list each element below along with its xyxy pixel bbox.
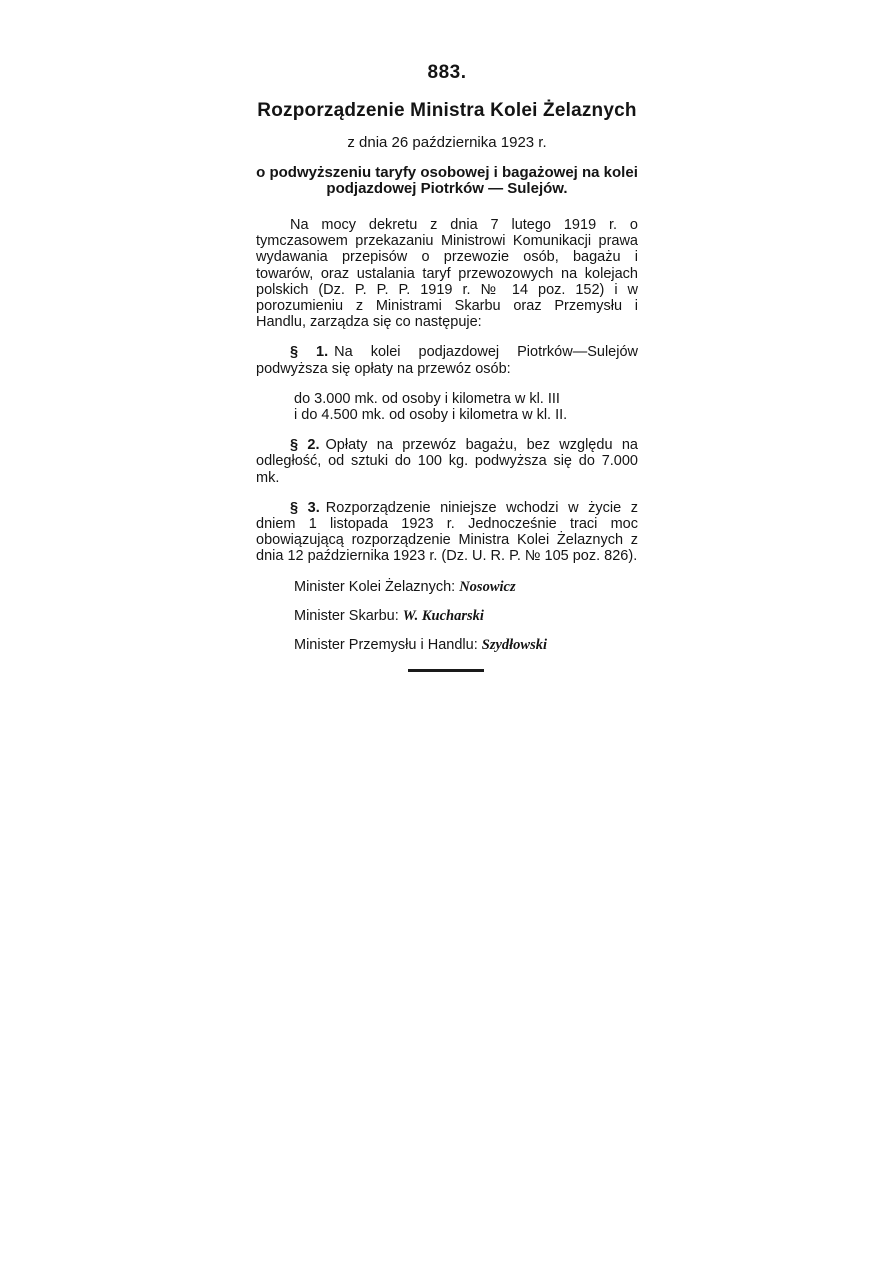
signature-name: Szydłowski (481, 636, 548, 653)
section-2-text: Opłaty na przewóz bagażu, bez względu na odległość, od sztuki do 100 kg. podwyższa się do 7.000 mk. (256, 437, 638, 486)
rate-class-2: i do 4.500 mk. od osoby i kilometra w kl. II. (294, 407, 568, 424)
signature-industry-minister (294, 637, 638, 654)
section-1 (256, 344, 638, 376)
signature-treasury-minister (294, 608, 638, 625)
page-number: 883. (427, 62, 467, 83)
signature-role: Minister Kolei Żelaznych: (294, 578, 456, 595)
section-2 (256, 437, 638, 486)
document-subject: o podwyższeniu taryfy osobowej i bagażowej na kolei podjazdowej Piotrków — Sulejów. (256, 164, 638, 197)
document-date: z dnia 26 października 1923 r. (347, 134, 547, 151)
section-1-text: Na kolei podjazdowej Piotrków—Sulejów podwyższa się opłaty na przewóz osób: (256, 344, 638, 377)
signature-railways-minister (294, 579, 638, 596)
section-2-mark: § 2. (290, 437, 320, 454)
signatures-block (294, 579, 638, 654)
signature-role: Minister Przemysłu i Handlu: (294, 636, 478, 653)
signature-role: Minister Skarbu: (294, 607, 399, 624)
signature-name: Nosowicz (459, 578, 516, 595)
section-1-mark: § 1. (290, 344, 329, 361)
preamble-paragraph: Na mocy dekretu z dnia 7 lutego 1919 r. o tymczasowem przekazaniu Ministrowi Komunikacji prawa wydawania przepisów o przewozie osób, bagażu i towarów, oraz ustalania taryf przewozowych na kolejach polskich (Dz. P. P. P. 1919 r. № 14 poz. 152) i w porozumieniu z Ministrami Skarbu oraz Przemysłu i Handlu, zarządza się co następuje: (256, 217, 638, 331)
closing-rule (408, 669, 484, 672)
section-3-text: Rozporządzenie niniejsze wchodzi w życie z dniem 1 listopada 1923 r. Jednocześnie traci moc obowiązującą rozporządzenie Ministra Kolei Żelaznych z dnia 12 października 1923 r. (Dz. U. R. P. № 105 poz. 826). (256, 499, 639, 565)
rate-list (294, 391, 638, 423)
rate-class-3: do 3.000 mk. od osoby i kilometra w kl. III (294, 390, 560, 407)
text-column (256, 62, 638, 666)
section-3-mark: § 3. (290, 499, 320, 516)
document-title: Rozporządzenie Ministra Kolei Żelaznych (257, 100, 637, 121)
signature-name: W. Kucharski (402, 607, 484, 624)
section-3 (256, 500, 638, 565)
